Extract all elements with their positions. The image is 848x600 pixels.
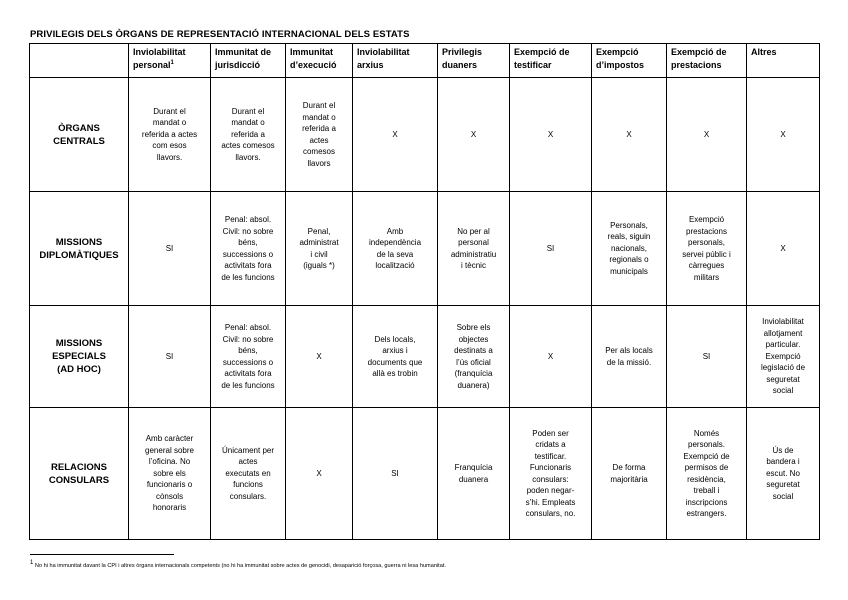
table-row xyxy=(30,192,820,306)
table-row xyxy=(30,306,820,408)
column-header: Inviolabilitat arxius xyxy=(353,44,438,78)
table-cell: X xyxy=(438,78,510,192)
footnote-separator xyxy=(30,554,174,555)
column-header: Exempció d’impostos xyxy=(592,44,667,78)
column-header: Exempció de testificar xyxy=(510,44,592,78)
table-cell: Amb independència de la seva localització xyxy=(353,192,438,306)
table-cell: SI xyxy=(510,192,592,306)
table-cell: Dels locals, arxius i documents que allà es trobin xyxy=(353,306,438,408)
table-cell: Amb caràcter general sobre l’oficina. No sobre els funcionaris o cònsols honoraris xyxy=(129,408,211,540)
privileges-table xyxy=(29,43,820,540)
row-header: MISSIONS ESPECIALS (AD HOC) xyxy=(30,306,129,408)
column-header: Altres xyxy=(747,44,820,78)
table-cell: X xyxy=(353,78,438,192)
header-corner-cell xyxy=(30,44,129,78)
table-cell: Penal, administrat i civil (iguals *) xyxy=(286,192,353,306)
table-cell: Durant el mandat o referida a actes comesos llavors. xyxy=(211,78,286,192)
row-header: RELACIONS CONSULARS xyxy=(30,408,129,540)
table-row xyxy=(30,78,820,192)
table-cell: X xyxy=(667,78,747,192)
column-header: Immunitat d’execució xyxy=(286,44,353,78)
row-header: MISSIONS DIPLOMÀTIQUES xyxy=(30,192,129,306)
column-header: Privilegis duaners xyxy=(438,44,510,78)
table-cell: Només personals. Exempció de permisos de residència, treball i inscripcions estrangers. xyxy=(667,408,747,540)
table-row xyxy=(30,408,820,540)
table-cell: X xyxy=(286,306,353,408)
table-cell: Per als locals de la missió. xyxy=(592,306,667,408)
footnote-reference: 1 xyxy=(170,60,174,66)
table-cell: Poden ser cridats a testificar. Funcionaris consulars: poden negar- s’hi. Empleats consulars, no. xyxy=(510,408,592,540)
table-cell: De forma majoritària xyxy=(592,408,667,540)
table-cell: Inviolabilitat allotjament particular. Exempció legislació de seguretat social xyxy=(747,306,820,408)
footnote-text: No hi ha immunitat davant la CPI i altres òrgans internacionals competents (no hi ha immunitat sobre actes de genocidi, desaparició forçosa, guerra ni lesa humanitat. xyxy=(34,563,446,569)
table-cell: Franquícia duanera xyxy=(438,408,510,540)
column-header: Immunitat de jurisdicció xyxy=(211,44,286,78)
table-cell: SI xyxy=(129,306,211,408)
footnote xyxy=(30,560,446,569)
table-cell: X xyxy=(510,78,592,192)
table-cell: Exempció prestacions personals, servei públic i càrregues militars xyxy=(667,192,747,306)
table-cell: Únicament per actes executats en funcions consulars. xyxy=(211,408,286,540)
table-cell: SI xyxy=(353,408,438,540)
table-cell: Durant el mandat o referida a actes comesos llavors xyxy=(286,78,353,192)
table-cell: X xyxy=(510,306,592,408)
table-cell: X xyxy=(747,78,820,192)
table-cell: X xyxy=(286,408,353,540)
table-cell: Ús de bandera i escut. No seguretat social xyxy=(747,408,820,540)
table-cell: Penal: absol. Civil: no sobre béns, successions o activitats fora de les funcions xyxy=(211,306,286,408)
table-cell: Sobre els objectes destinats a l’ús oficial (franquícia duanera) xyxy=(438,306,510,408)
table-cell: SI xyxy=(667,306,747,408)
table-cell: Durant el mandat o referida a actes com esos llavors. xyxy=(129,78,211,192)
column-header: Inviolabilitat personal$^1$ xyxy=(129,44,211,78)
column-header: Exempció de prestacions xyxy=(667,44,747,78)
table-cell: X xyxy=(747,192,820,306)
table-cell: SI xyxy=(129,192,211,306)
table-cell: Personals, reals, siguin nacionals, regionals o municipals xyxy=(592,192,667,306)
table-cell: Penal: absol. Civil: no sobre béns, successions o activitats fora de les funcions xyxy=(211,192,286,306)
footnote-mark: 1 xyxy=(30,560,34,567)
row-header: ÒRGANS CENTRALS xyxy=(30,78,129,192)
table-cell: No per al personal administratiu i tècnic xyxy=(438,192,510,306)
document-title: PRIVILEGIS DELS ÒRGANS DE REPRESENTACIÓ INTERNACIONAL DELS ESTATS xyxy=(30,29,410,40)
table-header-row xyxy=(30,44,820,78)
table-cell: X xyxy=(592,78,667,192)
